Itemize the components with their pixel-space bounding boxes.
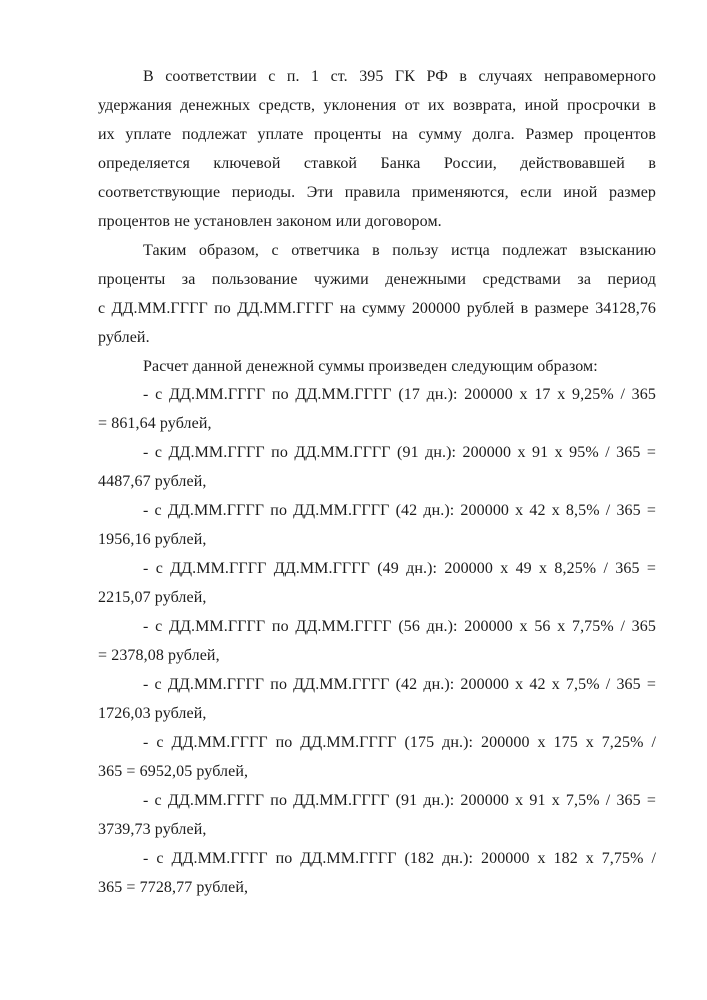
doc-line: - с ДД.ММ.ГГГГ по ДД.ММ.ГГГГ (42 дн.): 200000 х 42 х 7,5% / 365 = [143, 676, 656, 694]
doc-line: 2215,07 рублей, [98, 589, 207, 607]
doc-line: процентов не установлен законом или договором. [98, 212, 442, 230]
document-text-block [98, 63, 656, 903]
doc-line: - с ДД.ММ.ГГГГ по ДД.ММ.ГГГГ (91 дн.): 200000 х 91 х 7,5% / 365 = [143, 791, 656, 809]
doc-line: Таким образом, с ответчика в пользу истца подлежат взысканию [143, 241, 656, 259]
doc-line: 1726,03 рублей, [98, 704, 207, 722]
doc-line: их уплате подлежат уплате проценты на сумму долга. Размер процентов [98, 125, 656, 143]
doc-line: - с ДД.ММ.ГГГГ по ДД.ММ.ГГГГ (42 дн.): 200000 х 42 х 8,5% / 365 = [143, 502, 656, 520]
doc-line: 365 = 7728,77 рублей, [98, 878, 249, 896]
doc-line: - с ДД.ММ.ГГГГ по ДД.ММ.ГГГГ (91 дн.): 200000 х 91 х 95% / 365 = [143, 444, 656, 462]
doc-line: 365 = 6952,05 рублей, [98, 762, 249, 780]
doc-line: соответствующие периоды. Эти правила применяются, если иной размер [98, 183, 656, 201]
doc-line: = 861,64 рублей, [98, 415, 212, 433]
doc-line: удержания денежных средств, уклонения от их возврата, иной просрочки в [98, 96, 656, 114]
doc-line: - с ДД.ММ.ГГГГ по ДД.ММ.ГГГГ (182 дн.): 200000 х 182 х 7,75% / [143, 849, 656, 867]
doc-line: Расчет данной денежной суммы произведен следующим образом: [143, 357, 598, 375]
doc-line: проценты за пользование чужими денежными средствами за период [98, 270, 656, 288]
doc-line: В соответствии с п. 1 ст. 395 ГК РФ в случаях неправомерного [143, 68, 656, 85]
doc-line: - с ДД.ММ.ГГГГ по ДД.ММ.ГГГГ (56 дн.): 200000 х 56 х 7,75% / 365 [143, 618, 656, 636]
doc-line: рублей. [98, 328, 150, 346]
doc-line: 3739,73 рублей, [98, 820, 207, 838]
doc-line: определяется ключевой ставкой Банка России, действовавшей в [98, 154, 656, 172]
doc-line: с ДД.ММ.ГГГГ по ДД.ММ.ГГГГ на сумму 200000 рублей в размере 34128,76 [98, 299, 656, 317]
doc-line: = 2378,08 рублей, [98, 647, 220, 665]
doc-line: - с ДД.ММ.ГГГГ по ДД.ММ.ГГГГ (175 дн.): 200000 х 175 х 7,25% / [143, 733, 656, 751]
doc-line: - с ДД.ММ.ГГГГ ДД.ММ.ГГГГ (49 дн.): 200000 х 49 х 8,25% / 365 = [143, 560, 656, 578]
doc-line: 4487,67 рублей, [98, 473, 207, 491]
doc-line: - с ДД.ММ.ГГГГ по ДД.ММ.ГГГГ (17 дн.): 200000 х 17 х 9,25% / 365 [143, 386, 656, 404]
doc-line: 1956,16 рублей, [98, 531, 207, 549]
